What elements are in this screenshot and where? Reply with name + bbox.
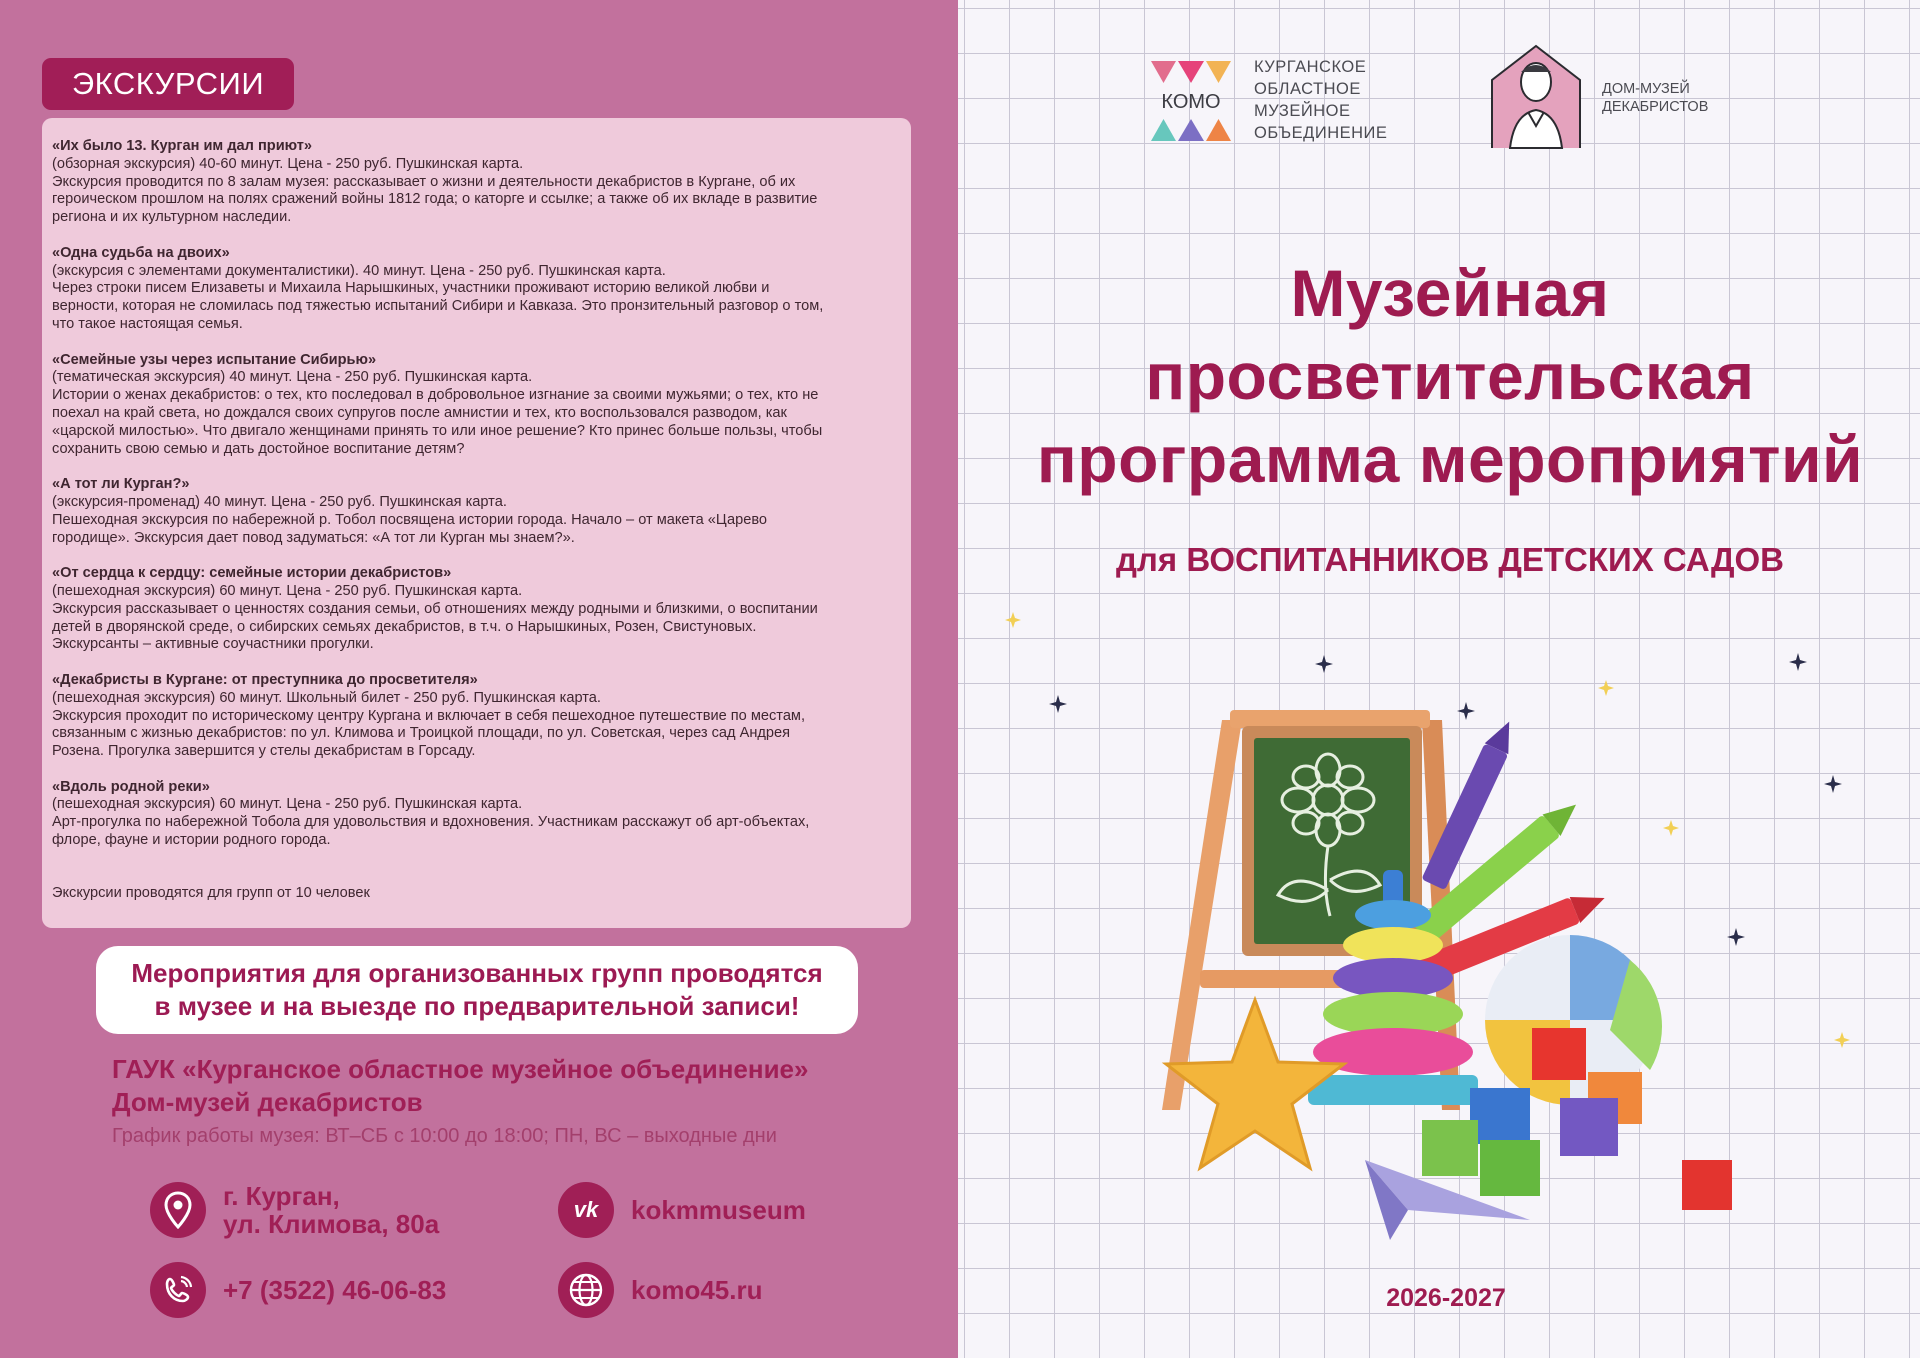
- vk-handle[interactable]: kokmmuseum: [631, 1194, 806, 1225]
- excursion-item: [52, 779, 904, 850]
- excursion-description-line: региона и их культурном наследии.: [52, 209, 292, 226]
- excursion-item: [52, 352, 904, 459]
- komo-name: [1254, 56, 1387, 144]
- decembrist-house-logo: [1484, 38, 1588, 156]
- globe-icon: [558, 1262, 614, 1318]
- phone-icon: [150, 1262, 206, 1318]
- excursion-title: «Семейные узы через испытание Сибирью»: [52, 351, 377, 368]
- contact-vk[interactable]: [558, 1182, 806, 1238]
- excursion-description-line: Экскурсия проходит по историческому центру Кургана и включает в себя пешеходное путешествие по местам,: [52, 707, 806, 724]
- section-tag: ЭКСКУРСИИ: [42, 58, 294, 110]
- komo-name-line: ОБЛАСТНОЕ: [1254, 80, 1361, 98]
- excursion-item: [52, 476, 904, 547]
- title-line: Музейная: [1290, 256, 1610, 330]
- excursion-description-line: поехал на край света, но дождался своих супругов после амнистии и тех, кто воспользовался разводом, как: [52, 404, 787, 421]
- museum-name: Дом-музей декабристов: [112, 1087, 423, 1117]
- excursions-list: [52, 138, 904, 903]
- excursion-item: [52, 138, 904, 227]
- kids-supplies-illustration: [1160, 680, 1760, 1240]
- excursions-box: [42, 118, 911, 928]
- excursion-meta: (пешеходная экскурсия) 60 минут. Цена - 250 руб. Пушкинская карта.: [52, 582, 523, 599]
- contact-phone[interactable]: [150, 1262, 446, 1318]
- excursion-description-line: Экскурсанты – активные соучастники прогулки.: [52, 636, 374, 653]
- house-museum-name: [1602, 80, 1708, 116]
- excursion-description-line: связанным с жизнью декабристов: по ул. Климова и Троицкой площади, по ул. Советская, через сад Андрея: [52, 725, 791, 742]
- excursion-meta: (пешеходная экскурсия) 60 минут. Цена - 250 руб. Пушкинская карта.: [52, 796, 523, 813]
- excursion-description-line: героическом прошлом на полях сражений войны 1812 года; о каторге и ссылке; а также об их вкладе в развитие: [52, 191, 818, 208]
- excursion-title: «Вдоль родной реки»: [52, 778, 210, 795]
- komo-name-line: МУЗЕЙНОЕ: [1254, 102, 1351, 120]
- excursion-title: «А тот ли Курган?»: [52, 476, 190, 493]
- excursion-description-line: Пешеходная экскурсия по набережной р. Тобол посвящена истории города. Начало – от макета «Царево: [52, 511, 768, 528]
- subtitle: для ВОСПИТАННИКОВ ДЕТСКИХ САДОВ: [1115, 541, 1784, 578]
- excursion-description-line: Экскурсия проводится по 8 залам музея: рассказывает о жизни и деятельности декабристов в Кургане, об их: [52, 173, 796, 190]
- left-panel: [0, 0, 958, 1358]
- notice-line: в музее и на выезде по предварительной записи!: [154, 991, 800, 1021]
- excursion-title: «Их было 13. Курган им дал приют»: [52, 138, 313, 154]
- excursion-description-line: Истории о женах декабристов: о тех, кто последовал в добровольное изгнание за своими мужьями; о тех, кто не: [52, 387, 819, 404]
- komo-logo: [1148, 58, 1234, 144]
- address-street: ул. Климова, 80а: [223, 1209, 440, 1239]
- excursion-description-line: «царской милостью». Что двигало женщинами принять то или иное решение? Кто принес больше пользы, чтобы: [52, 422, 823, 439]
- excursion-description-line: Экскурсия рассказывает о ценностях создания семьи, об отношениях между родными и близкими, о воспитании: [52, 600, 818, 617]
- excursion-description-line: детей в дворянской среде, о сибирских семьях декабристов, в т.ч. о Нарышкиных, Розен, Свистуновых.: [52, 618, 757, 635]
- excursion-meta: (обзорная экскурсия) 40-60 минут. Цена - 250 руб. Пушкинская карта.: [52, 155, 524, 172]
- excursion-item: [52, 245, 904, 334]
- organization-info: [112, 1053, 912, 1150]
- komo-logo-text: КОМО: [1161, 91, 1221, 113]
- program-year: 2026-2027: [1386, 1284, 1506, 1312]
- excursion-description-line: что такое настоящая семья.: [52, 315, 243, 332]
- excursion-title: «Декабристы в Кургане: от преступника до просветителя»: [52, 671, 478, 688]
- excursion-description-line: верности, которая не сломилась под тяжестью испытаний Сибири и Кавказа. Это пронзительный разговор о том,: [52, 298, 824, 315]
- excursion-description-line: городище». Экскурсия дает повод задуматься: «А тот ли Курган мы знаем?».: [52, 529, 575, 546]
- excursion-description-line: сохранить свою семью и дать достойное воспитание детям?: [52, 440, 465, 457]
- title-line: программа мероприятий: [1036, 422, 1864, 496]
- komo-name-line: КУРГАНСКОЕ: [1254, 58, 1367, 76]
- location-pin-icon: [150, 1182, 206, 1238]
- excursion-description-line: Арт-прогулка по набережной Тобола для удовольствия и вдохновения. Участникам расскажут об арт-объектах,: [52, 814, 810, 831]
- excursion-description-line: флоре, фауне и истории родного города.: [52, 832, 331, 849]
- vk-icon: vk: [558, 1182, 614, 1238]
- excursion-item: [52, 672, 904, 761]
- komo-name-line: ОБЪЕДИНЕНИЕ: [1254, 124, 1388, 142]
- excursion-description-line: Розена. Прогулка завершится у стелы декабристам в Горсаду.: [52, 743, 476, 760]
- excursion-item: [52, 565, 904, 654]
- contact-address: [150, 1182, 439, 1238]
- excursion-title: «От сердца к сердцу: семейные истории декабристов»: [52, 565, 452, 582]
- house-name-line: ДОМ-МУЗЕЙ: [1602, 81, 1690, 97]
- opening-hours: График работы музея: ВТ–СБ с 10:00 до 18:00; ПН, ВС – выходные дни: [112, 1125, 777, 1147]
- excursion-meta: (экскурсия с элементами документалистики). 40 минут. Цена - 250 руб. Пушкинская карта.: [52, 262, 666, 279]
- organization-name: ГАУК «Курганское областное музейное объединение»: [112, 1054, 809, 1084]
- website-link[interactable]: komo45.ru: [631, 1274, 763, 1305]
- address-city: г. Курган,: [223, 1181, 340, 1211]
- main-title: [1030, 252, 1870, 501]
- excursion-meta: (пешеходная экскурсия) 60 минут. Школьный билет - 250 руб. Пушкинская карта.: [52, 689, 601, 706]
- contact-website[interactable]: [558, 1262, 763, 1318]
- notice-line: Мероприятия для организованных групп проводятся: [131, 958, 823, 988]
- excursion-meta: (тематическая экскурсия) 40 минут. Цена - 250 руб. Пушкинская карта.: [52, 369, 533, 386]
- excursion-description-line: Через строки писем Елизаветы и Михаила Нарышкиных, участники проживают историю великой любви и: [52, 280, 770, 297]
- excursion-title: «Одна судьба на двоих»: [52, 244, 230, 261]
- excursion-meta: (экскурсия-променад) 40 минут. Цена - 250 руб. Пушкинская карта.: [52, 493, 507, 510]
- house-name-line: ДЕКАБРИСТОВ: [1602, 99, 1709, 115]
- title-line: просветительская: [1145, 339, 1755, 413]
- phone-number[interactable]: +7 (3522) 46-06-83: [223, 1274, 447, 1305]
- notice-banner: [96, 946, 858, 1034]
- group-size-note: Экскурсии проводятся для групп от 10 человек: [52, 884, 370, 901]
